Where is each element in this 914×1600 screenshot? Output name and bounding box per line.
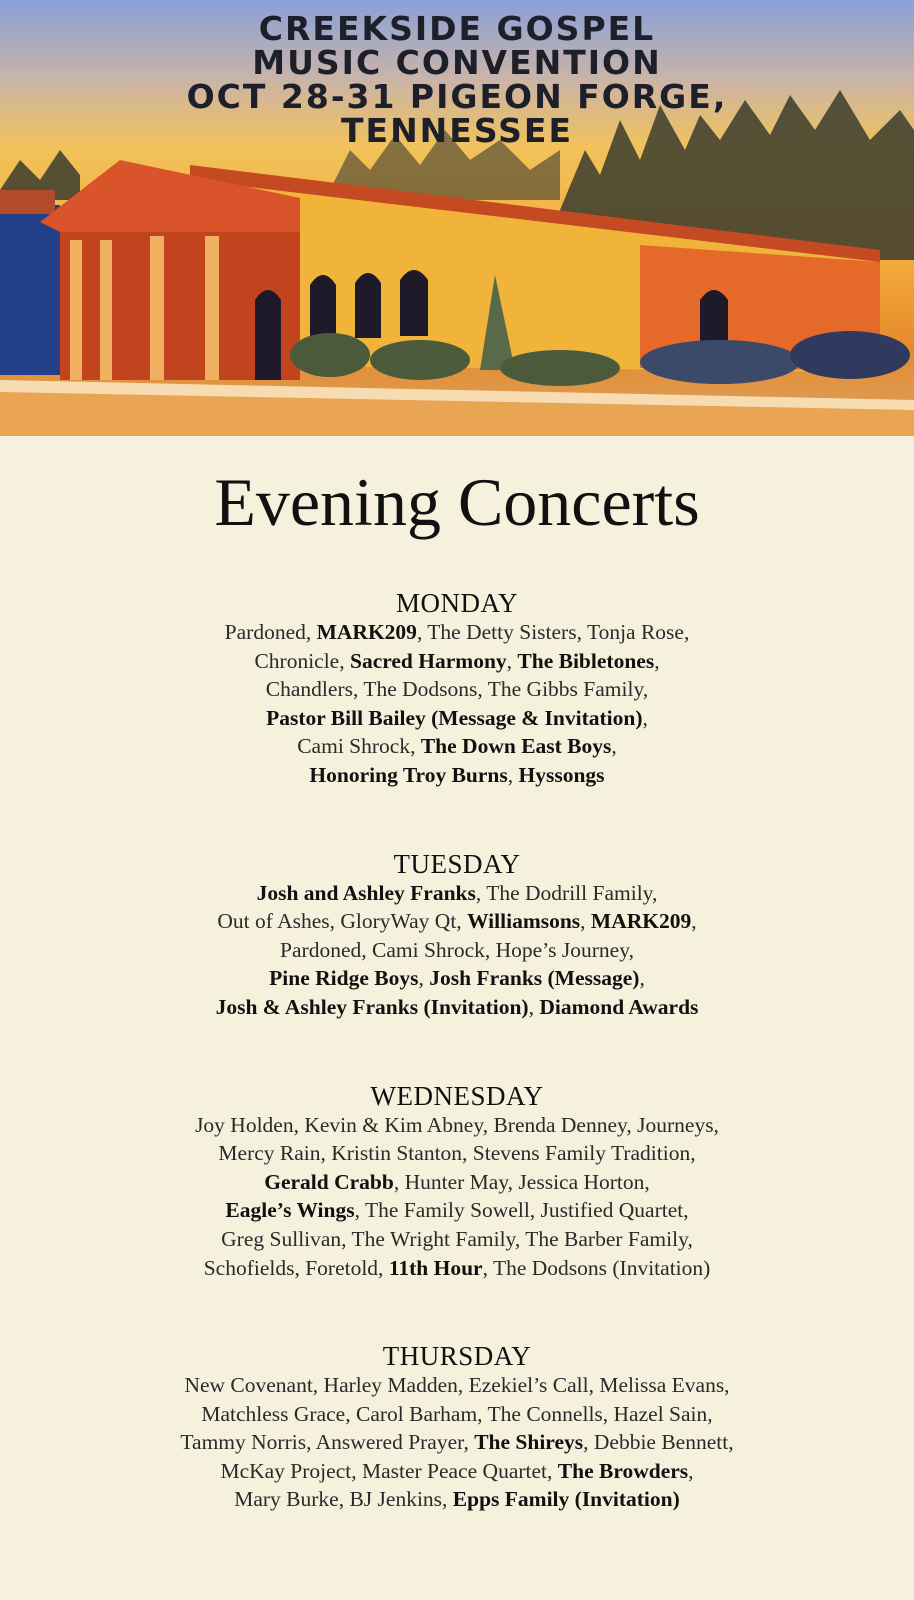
performer-list [0, 1371, 914, 1514]
convention-title-line: MUSIC CONVENTION [252, 43, 662, 82]
featured-performer: The Down East Boys [420, 734, 612, 759]
performer-line [0, 1457, 914, 1486]
performer-text: Mary Burke, BJ Jenkins, [234, 1487, 453, 1512]
performer-line [0, 964, 914, 993]
performer-text: Matchless Grace, Carol Barham, The Connells, Hazel Sain, [201, 1401, 713, 1426]
performer-text: Cami Shrock, [297, 734, 421, 759]
performer-line [0, 647, 914, 676]
performer-text: , [639, 966, 645, 991]
performer-text: , [418, 966, 430, 991]
featured-performer: Honoring Troy Burns [309, 762, 508, 787]
performer-text: , The Dodsons (Invitation) [482, 1255, 711, 1280]
performer-line [0, 993, 914, 1022]
featured-performer: 11th Hour [388, 1255, 483, 1280]
featured-performer: Diamond Awards [539, 994, 699, 1019]
page-title: Evening Concerts [214, 464, 700, 540]
featured-performer: Josh and Ashley Franks [256, 880, 476, 905]
concert-schedule [0, 588, 914, 1573]
performer-text: , [506, 648, 518, 673]
featured-performer: Gerald Crabb [264, 1169, 394, 1194]
performer-line [0, 1111, 914, 1140]
performer-text: , [528, 994, 540, 1019]
performer-text: , Hunter May, Jessica Horton, [393, 1169, 650, 1194]
performer-text: , The Detty Sisters, Tonja Rose, [416, 620, 690, 644]
featured-performer: Hyssongs [518, 762, 605, 787]
convention-title-line: CREEKSIDE GOSPEL [258, 9, 656, 48]
featured-performer: Williamsons [467, 909, 581, 934]
performer-text: , The Dodrill Family, [475, 880, 658, 905]
featured-performer: Epps Family (Invitation) [452, 1487, 680, 1512]
performer-line [0, 879, 914, 908]
featured-performer: The Shireys [474, 1430, 584, 1455]
performer-line [0, 1428, 914, 1457]
featured-performer: Pastor Bill Bailey (Message & Invitation) [266, 705, 643, 730]
day-section-tuesday [0, 849, 914, 1022]
performer-line [0, 1485, 914, 1514]
performer-line [0, 936, 914, 965]
performer-line [0, 907, 914, 936]
performer-line [0, 1139, 914, 1168]
performer-text: , [611, 734, 617, 759]
performer-text: , [580, 909, 591, 934]
performer-text: New Covenant, Harley Madden, Ezekiel’s Call, Melissa Evans, [184, 1373, 730, 1398]
performer-text: , [642, 705, 648, 730]
performer-line [0, 618, 914, 647]
day-heading: MONDAY [395, 588, 519, 618]
performer-line [0, 1168, 914, 1197]
header-banner [0, 0, 914, 436]
performer-line [0, 1371, 914, 1400]
featured-performer: MARK209 [316, 620, 417, 644]
performer-line [0, 1225, 914, 1254]
performer-line [0, 704, 914, 733]
performer-text: , [507, 762, 519, 787]
convention-title-line: TENNESSEE [341, 111, 573, 150]
featured-performer: Josh & Ashley Franks (Invitation) [215, 994, 529, 1019]
performer-text: , [691, 909, 697, 934]
performer-line [0, 761, 914, 790]
performer-list [0, 618, 914, 790]
performer-text: , [654, 648, 660, 673]
featured-performer: Eagle’s Wings [225, 1198, 355, 1223]
performer-line [0, 1254, 914, 1283]
performer-text: , [688, 1458, 694, 1483]
performer-line [0, 732, 914, 761]
day-heading: WEDNESDAY [370, 1080, 544, 1111]
performer-line [0, 1196, 914, 1225]
performer-text: Mercy Rain, Kristin Stanton, Stevens Family Tradition, [218, 1141, 696, 1166]
performer-text: Out of Ashes, GloryWay Qt, [217, 909, 468, 934]
featured-performer: Sacred Harmony [349, 648, 507, 673]
featured-performer: Josh Franks (Message) [429, 966, 640, 991]
day-section-monday [0, 588, 914, 790]
performer-list [0, 1111, 914, 1283]
performer-text: , Debbie Bennett, [583, 1430, 734, 1455]
featured-performer: The Browders [557, 1458, 689, 1483]
performer-text: McKay Project, Master Peace Quartet, [220, 1458, 558, 1483]
featured-performer: Pine Ridge Boys [269, 966, 419, 991]
featured-performer: MARK209 [590, 909, 692, 934]
featured-performer: The Bibletones [517, 648, 655, 673]
performer-text: Chronicle, [254, 648, 350, 673]
day-section-wednesday [0, 1081, 914, 1283]
performer-text: Joy Holden, Kevin & Kim Abney, Brenda Denney, Journeys, [195, 1112, 719, 1137]
performer-text: Greg Sullivan, The Wright Family, The Barber Family, [221, 1226, 693, 1251]
day-section-thursday [0, 1341, 914, 1514]
convention-title [0, 9, 914, 150]
performer-text: Tammy Norris, Answered Prayer, [180, 1430, 475, 1455]
performer-text: , The Family Sowell, Justified Quartet, [354, 1198, 689, 1223]
performer-text: Schofields, Foretold, [203, 1255, 389, 1280]
performer-line [0, 1400, 914, 1429]
performer-list [0, 879, 914, 1022]
performer-text: Chandlers, The Dodsons, The Gibbs Family, [265, 677, 649, 702]
day-heading: TUESDAY [393, 848, 521, 879]
day-heading: THURSDAY [382, 1341, 532, 1372]
performer-line [0, 675, 914, 704]
performer-text: Pardoned, [224, 620, 317, 644]
performer-text: Pardoned, Cami Shrock, Hope’s Journey, [280, 937, 634, 962]
convention-title-line: OCT 28-31 PIGEON FORGE, [186, 77, 728, 116]
